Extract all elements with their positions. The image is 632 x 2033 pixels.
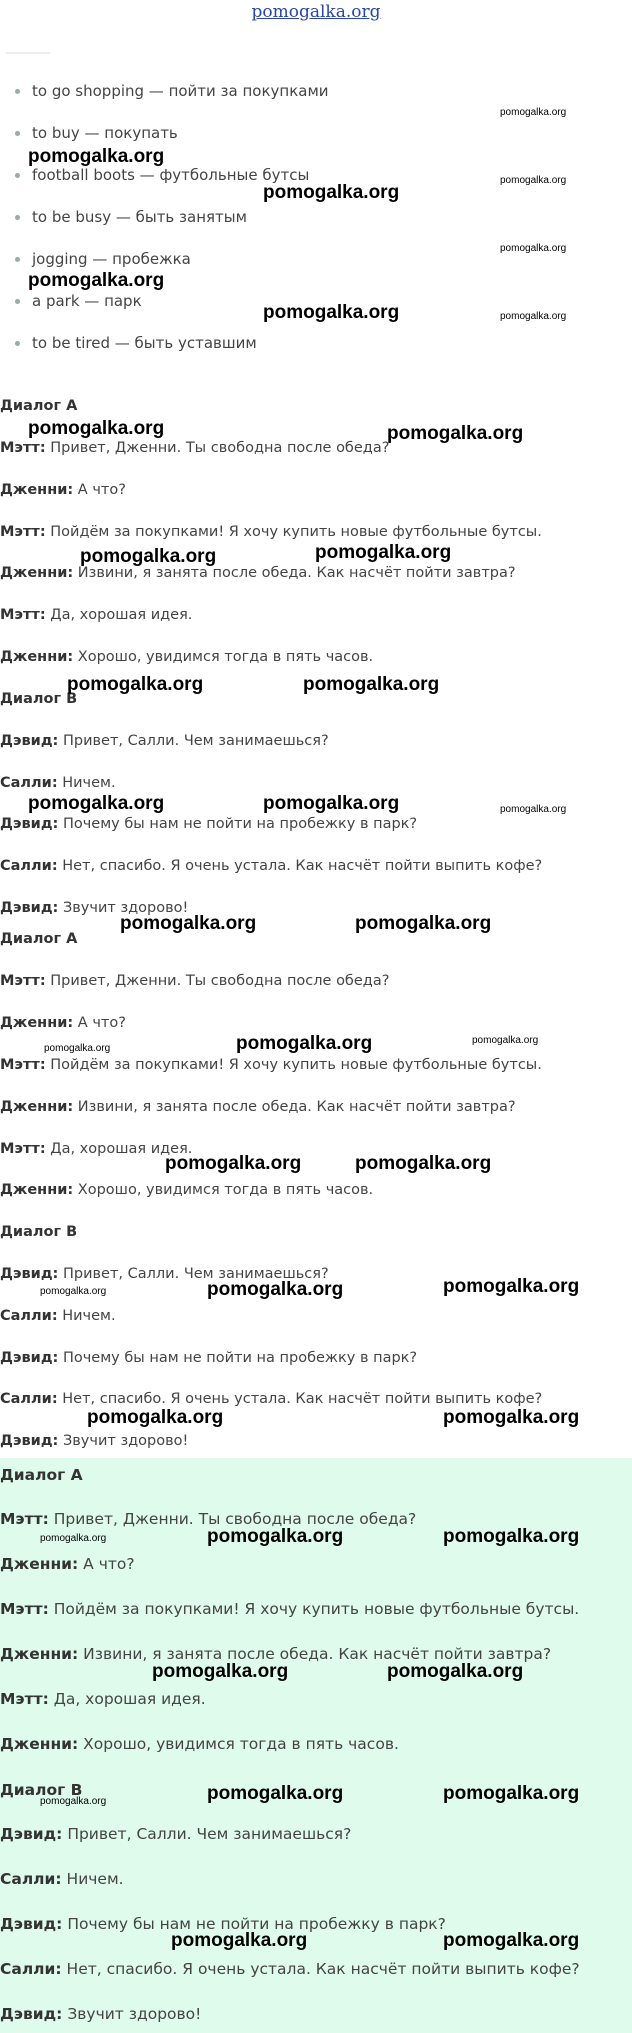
dialogue-line: Дженни: Хорошо, увидимся тогда в пять часов. <box>0 1182 374 1198</box>
watermark: pomogalka.org <box>443 1783 580 1804</box>
vocab-item: to buy — покупать <box>15 124 178 142</box>
watermark: pomogalka.org <box>236 1033 373 1054</box>
watermark: pomogalka.org <box>443 1930 580 1951</box>
watermark: pomogalka.org <box>40 1796 107 1807</box>
bullet-icon <box>15 131 20 136</box>
dialogue-line: Дженни: А что? <box>0 1015 126 1031</box>
vocab-item: to go shopping — пойти за покупками <box>15 82 329 100</box>
dialogue-line: Мэтт: Да, хорошая идея. <box>0 1690 206 1708</box>
vocab-item: to be tired — быть уставшим <box>15 334 257 352</box>
dialogue-b-title: Диалог В <box>0 1781 83 1799</box>
watermark: pomogalka.org <box>387 423 524 444</box>
dialogue-a-title: Диалог А <box>0 398 78 414</box>
dialogue-line: Мэтт: Пойдём за покупками! Я хочу купить новые футбольные бутсы. <box>0 524 542 540</box>
dialogue-line: Салли: Ничем. <box>0 775 116 791</box>
bullet-icon <box>15 257 20 262</box>
watermark: pomogalka.org <box>443 1526 580 1547</box>
bullet-icon <box>15 89 20 94</box>
dialogue-line: Дженни: Извини, я занята после обеда. Как насчёт пойти завтра? <box>0 1645 552 1663</box>
watermark: pomogalka.org <box>500 311 567 322</box>
dialogue-line: Дэвид: Звучит здорово! <box>0 1433 189 1449</box>
watermark: pomogalka.org <box>387 1661 524 1682</box>
bullet-icon <box>15 341 20 346</box>
watermark: pomogalka.org <box>263 793 400 814</box>
dialogue-line: Мэтт: Привет, Дженни. Ты свободна после обеда? <box>0 440 390 456</box>
divider <box>6 52 50 54</box>
watermark: pomogalka.org <box>28 418 165 439</box>
watermark: pomogalka.org <box>87 1407 224 1428</box>
dialogue-line: Дэвид: Привет, Салли. Чем занимаешься? <box>0 1825 352 1843</box>
dialogue-line: Дэвид: Привет, Салли. Чем занимаешься? <box>0 1266 329 1282</box>
dialogue-line: Дженни: Извини, я занята после обеда. Как насчёт пойти завтра? <box>0 565 516 581</box>
watermark: pomogalka.org <box>303 674 440 695</box>
dialogue-line: Мэтт: Да, хорошая идея. <box>0 1141 193 1157</box>
dialogue-line: Салли: Ничем. <box>0 1308 116 1324</box>
vocab-item: football boots — футбольные бутсы <box>15 166 309 184</box>
watermark: pomogalka.org <box>207 1783 344 1804</box>
watermark: pomogalka.org <box>28 793 165 814</box>
watermark: pomogalka.org <box>500 175 567 186</box>
watermark: pomogalka.org <box>44 1043 111 1054</box>
dialogue-line: Дэвид: Звучит здорово! <box>0 2005 202 2023</box>
watermark: pomogalka.org <box>80 546 217 567</box>
watermark: pomogalka.org <box>500 243 567 254</box>
dialogue-a-title: Диалог А <box>0 1466 83 1484</box>
dialogue-line: Салли: Нет, спасибо. Я очень устала. Как насчёт пойти выпить кофе? <box>0 1960 580 1978</box>
vocab-item: to be busy — быть занятым <box>15 208 247 226</box>
dialogue-a-title: Диалог А <box>0 931 78 947</box>
watermark: pomogalka.org <box>472 1035 539 1046</box>
watermark: pomogalka.org <box>40 1286 107 1297</box>
watermark: pomogalka.org <box>28 270 165 291</box>
dialogue-line: Дженни: А что? <box>0 482 126 498</box>
watermark: pomogalka.org <box>263 182 400 203</box>
dialogue-line: Дженни: Извини, я занята после обеда. Как насчёт пойти завтра? <box>0 1099 516 1115</box>
watermark: pomogalka.org <box>28 146 165 167</box>
watermark: pomogalka.org <box>500 107 567 118</box>
watermark: pomogalka.org <box>171 1930 308 1951</box>
dialogue-line: Дэвид: Звучит здорово! <box>0 900 189 916</box>
watermark: pomogalka.org <box>207 1279 344 1300</box>
dialogue-b-title: Диалог В <box>0 1224 78 1240</box>
dialogue-line: Дженни: А что? <box>0 1555 135 1573</box>
watermark: pomogalka.org <box>355 913 492 934</box>
dialogue-line: Мэтт: Привет, Дженни. Ты свободна после обеда? <box>0 1510 417 1528</box>
watermark: pomogalka.org <box>443 1276 580 1297</box>
vocab-item: a park — парк <box>15 292 142 310</box>
watermark: pomogalka.org <box>207 1526 344 1547</box>
watermark: pomogalka.org <box>67 674 204 695</box>
dialogue-line: Дженни: Хорошо, увидимся тогда в пять часов. <box>0 1735 399 1753</box>
dialogue-line: Дэвид: Почему бы нам не пойти на пробежку в парк? <box>0 1350 418 1366</box>
watermark: pomogalka.org <box>500 804 567 815</box>
dialogue-line: Мэтт: Да, хорошая идея. <box>0 607 193 623</box>
watermark: pomogalka.org <box>315 542 452 563</box>
dialogue-line: Дженни: Хорошо, увидимся тогда в пять часов. <box>0 649 374 665</box>
watermark: pomogalka.org <box>443 1407 580 1428</box>
dialogue-line: Дэвид: Почему бы нам не пойти на пробежку в парк? <box>0 1915 446 1933</box>
site-logo[interactable]: pomogalka.org <box>251 2 381 22</box>
watermark: pomogalka.org <box>120 913 257 934</box>
watermark: pomogalka.org <box>165 1153 302 1174</box>
watermark: pomogalka.org <box>263 302 400 323</box>
dialogue-b-title: Диалог В <box>0 691 78 707</box>
dialogue-line: Мэтт: Привет, Дженни. Ты свободна после обеда? <box>0 973 390 989</box>
watermark: pomogalka.org <box>40 1533 107 1544</box>
watermark: pomogalka.org <box>355 1153 492 1174</box>
watermark: pomogalka.org <box>152 1661 289 1682</box>
vocab-item: jogging — пробежка <box>15 250 191 268</box>
dialogue-line: Салли: Ничем. <box>0 1870 124 1888</box>
bullet-icon <box>15 215 20 220</box>
dialogue-line: Дэвид: Привет, Салли. Чем занимаешься? <box>0 733 329 749</box>
dialogue-line: Мэтт: Пойдём за покупками! Я хочу купить новые футбольные бутсы. <box>0 1600 580 1618</box>
dialogue-line: Мэтт: Пойдём за покупками! Я хочу купить новые футбольные бутсы. <box>0 1057 542 1073</box>
dialogue-line: Дэвид: Почему бы нам не пойти на пробежку в парк? <box>0 816 418 832</box>
dialogue-line: Салли: Нет, спасибо. Я очень устала. Как насчёт пойти выпить кофе? <box>0 1391 543 1407</box>
bullet-icon <box>15 299 20 304</box>
bullet-icon <box>15 173 20 178</box>
dialogue-line: Салли: Нет, спасибо. Я очень устала. Как насчёт пойти выпить кофе? <box>0 858 543 874</box>
